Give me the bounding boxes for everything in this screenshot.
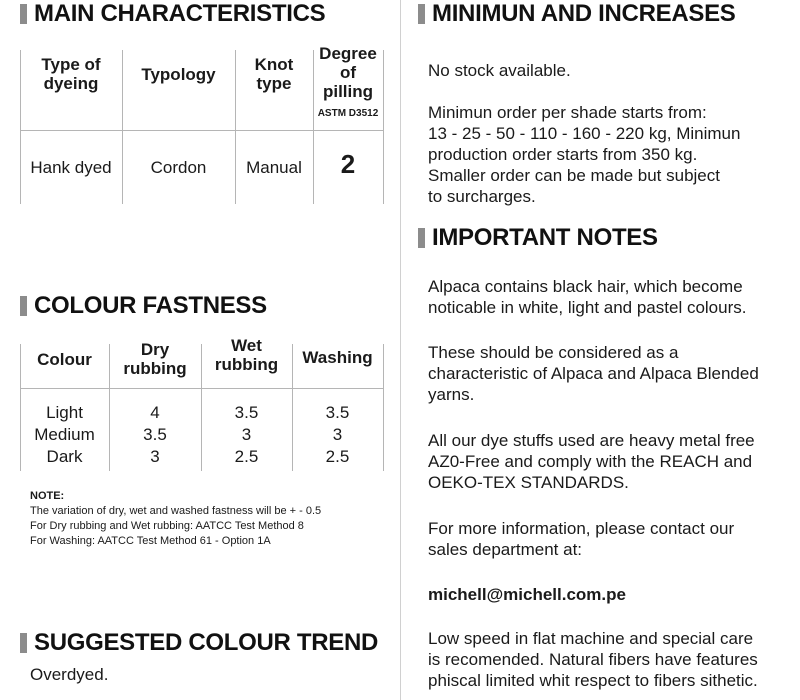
minimum-increases-heading	[418, 0, 736, 28]
header-colour: Colour	[37, 349, 92, 369]
notes-paragraph-care: Low speed in flat machine and special care is recomended. Natural fibers have features phiscal limited whit respect to fibers sithetic.	[428, 629, 758, 690]
colour-fastness-heading	[20, 292, 267, 320]
table-cell-washing: 3	[332, 425, 343, 444]
minimum-order-text: Minimun order per shade starts from: 13 - 25 - 50 - 110 - 160 - 220 kg, Minimun production order starts from 350 kg. Smaller order can be made but subject to surcharges.	[428, 103, 741, 206]
table-cell-dry: 4	[150, 403, 160, 422]
colour-column	[20, 402, 109, 468]
notes-paragraph-contact: For more information, please contact our sales department at:	[428, 519, 735, 559]
value-dyeing: Hank dyed	[30, 158, 112, 177]
contact-email: michell@michell.com.pe	[428, 585, 626, 604]
heading-bar-icon	[20, 633, 27, 653]
note-line: For Washing: AATCC Test Method 61 - Option 1A	[30, 535, 271, 547]
table-cell-wet: 3.5	[234, 403, 259, 422]
column-divider	[400, 0, 401, 700]
suggested-trend-text: Overdyed.	[30, 665, 109, 684]
header-degree-of-pilling: Degree of pilling ASTM D3512	[313, 52, 383, 114]
table-row-colour: Light	[46, 403, 83, 422]
important-notes-heading	[418, 224, 658, 252]
minimum-increases-title: MINIMUN AND INCREASES	[432, 0, 736, 27]
table-row-colour: Medium	[34, 425, 95, 444]
colour-fastness-title: COLOUR FASTNESS	[34, 292, 267, 319]
header-type-of-dyeing: Type of dyeing	[41, 55, 101, 93]
table-row-colour: Dark	[46, 447, 83, 466]
header-typology: Typology	[141, 64, 216, 84]
colour-fastness-table	[20, 336, 384, 471]
table-cell-dry: 3	[150, 447, 160, 466]
pilling-standard: ASTM D3512	[317, 107, 379, 119]
fastness-note	[30, 489, 321, 549]
table-cell-wet: 3	[241, 425, 252, 444]
value-knot: Manual	[246, 158, 302, 177]
washing-column	[292, 402, 383, 468]
note-line: The variation of dry, wet and washed fastness will be + - 0.5	[30, 505, 322, 517]
table-cell-washing: 2.5	[325, 447, 350, 466]
header-dry-rubbing: Dry rubbing	[123, 340, 187, 378]
value-pilling: 2	[340, 148, 356, 179]
suggested-trend-heading	[20, 629, 378, 657]
heading-bar-icon	[20, 296, 27, 316]
table-cell-washing: 3.5	[325, 403, 350, 422]
main-characteristics-table	[20, 43, 384, 204]
heading-bar-icon	[418, 228, 425, 248]
note-title: NOTE:	[30, 490, 65, 502]
value-typology: Cordon	[150, 158, 207, 177]
heading-bar-icon	[20, 4, 27, 24]
important-notes-title: IMPORTANT NOTES	[432, 224, 658, 251]
suggested-trend-title: SUGGESTED COLOUR TREND	[34, 629, 379, 656]
header-wet-rubbing: Wet rubbing	[214, 336, 279, 374]
note-line: For Dry rubbing and Wet rubbing: AATCC Test Method 8	[30, 520, 304, 532]
heading-bar-icon	[418, 4, 425, 24]
table-cell-dry: 3.5	[143, 425, 167, 444]
header-washing: Washing	[302, 347, 373, 367]
notes-paragraph-alpaca: Alpaca contains black hair, which become noticable in white, light and pastel colours.	[428, 277, 747, 317]
notes-paragraph-dyes: All our dye stuffs used are heavy metal free AZ0-Free and comply with the REACH and OEKO-TEX STANDARDS.	[428, 431, 755, 492]
wet-rubbing-column	[201, 402, 292, 468]
table-cell-wet: 2.5	[234, 447, 259, 466]
main-characteristics-title: MAIN CHARACTERISTICS	[34, 0, 326, 27]
dry-rubbing-column	[109, 402, 201, 468]
main-characteristics-heading	[20, 0, 325, 28]
notes-paragraph-characteristic: These should be considered as a characteristic of Alpaca and Alpaca Blended yarns.	[428, 343, 759, 404]
stock-text: No stock available.	[428, 61, 571, 80]
header-knot-type: Knot type	[254, 55, 294, 93]
